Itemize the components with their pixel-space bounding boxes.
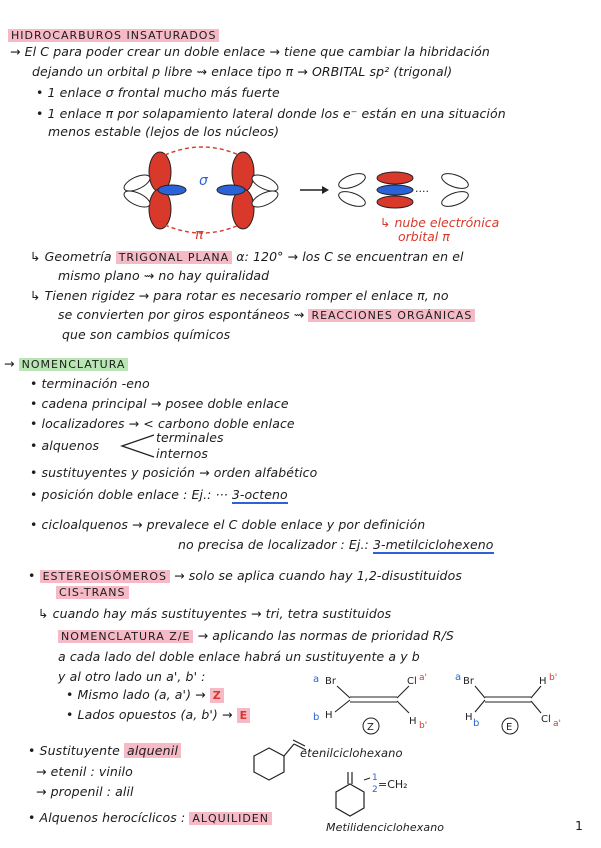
geometry-highlight: TRIGONAL PLANA — [116, 251, 232, 264]
estereo-line-5: y al otro lado un a', b' : — [58, 669, 206, 684]
intro-bullet-sigma: • 1 enlace σ frontal mucho más fuerte — [36, 85, 280, 100]
brace-icon — [118, 431, 158, 461]
svg-text:H: H — [539, 676, 547, 687]
rigidity-prefix: se convierten por giros espontáneos ⇝ — [58, 307, 305, 322]
ciclo-prefix: no precisa de localizador : Ej.: — [178, 537, 373, 552]
svg-text:a: a — [455, 672, 462, 683]
svg-text:H: H — [409, 716, 417, 727]
intro-bullet-pi: • 1 enlace π por solapamiento lateral donde los e⁻ están en una situación — [36, 106, 506, 121]
svg-text:H: H — [465, 712, 473, 723]
z-isomer-structure — [313, 673, 427, 734]
posicion-prefix: • posición doble enlace : Ej.: ··· — [30, 487, 232, 502]
p-orbital-left — [122, 152, 186, 229]
estereo-line-4: a cada lado del doble enlace habrá un sustituyente a y b — [58, 649, 420, 664]
p-orbital-right — [217, 152, 280, 229]
alquiliden-highlight: ALQUILIDEN — [189, 812, 272, 825]
geometry-rest: α: 120° → los C se encuentran en el — [236, 249, 464, 264]
svg-text:Z: Z — [367, 722, 374, 733]
svg-text:b': b' — [549, 673, 558, 683]
arrow-icon: → — [4, 356, 15, 371]
pi-bond-result — [337, 171, 470, 210]
alquenil-line — [28, 743, 181, 758]
svg-text:Cl: Cl — [407, 676, 417, 687]
e-tag: E — [237, 708, 251, 723]
nomen-item-2: • cadena principal → posee doble enlace — [30, 396, 289, 411]
metilidenciclohexano-label: Metilidenciclohexano — [326, 821, 445, 834]
nomenclatura-heading: NOMENCLATURA — [19, 358, 129, 371]
nomen-item-1: • terminación -eno — [30, 376, 150, 391]
cis-trans-heading: CIS-TRANS — [56, 586, 129, 599]
geometry-line-2: mismo plano ⇝ no hay quiralidad — [58, 268, 270, 283]
estereo-heading: ESTEREOISÓMEROS — [40, 570, 170, 583]
svg-text:Br: Br — [325, 676, 336, 687]
rigidity-line-2 — [58, 307, 475, 323]
svg-text:Br: Br — [463, 676, 474, 687]
ch2-label: =CH₂ — [378, 778, 408, 791]
z-line-text: • Mismo lado (a, a') → — [66, 687, 206, 702]
rigidity-line-3: que son cambios químicos — [62, 327, 231, 342]
carbon-1-label: 1 — [372, 773, 378, 783]
rigidity-highlight: REACCIONES ORGÁNICAS — [308, 309, 475, 322]
cis-trans-line — [56, 584, 129, 600]
nomenclatura-heading-line — [4, 356, 128, 372]
geometry-prefix: ↳ Geometría — [30, 249, 112, 264]
nomen-ze-rest: → aplicando las normas de prioridad R/S — [197, 628, 454, 643]
svg-text:a': a' — [553, 719, 561, 729]
ciclo-example: 3-metilciclohexeno — [372, 537, 494, 552]
intro-line-2: dejando un orbital p libre ⇝ enlace tipo π → ORBITAL sp² (trigonal) — [32, 64, 453, 79]
nomen-ze-line — [58, 628, 454, 644]
svg-text:H: H — [325, 710, 333, 721]
svg-text:b: b — [313, 712, 320, 723]
alquenos-internos: internos — [156, 446, 209, 461]
nomen-ze-highlight: NOMENCLATURA Z/E — [58, 630, 193, 643]
etenil-line: → etenil : vinilo — [36, 764, 133, 779]
svg-text:a: a — [313, 674, 320, 685]
intro-line-1: → El C para poder crear un doble enlace → tiene que cambiar la hibridación — [10, 44, 490, 59]
estereo-line-2: ↳ cuando hay más sustituyentes → tri, tetra sustituidos — [38, 606, 392, 621]
alquenil-prefix: • Sustituyente — [28, 743, 120, 758]
z-tag: Z — [210, 688, 224, 703]
heterociclicos-prefix: • Alquenos herocíclicos : — [28, 810, 186, 825]
sustituyentes-line: • sustituyentes y posición → orden alfabético — [30, 465, 318, 480]
page-number: 1 — [575, 818, 584, 833]
estereo-rest: → solo se aplica cuando hay 1,2-disustituidos — [174, 568, 462, 583]
posicion-line — [30, 487, 288, 502]
alquenil-highlight: alquenil — [124, 743, 181, 758]
intro-bullet-pi-cont: menos estable (lejos de los núcleos) — [48, 124, 280, 139]
ciclo-line-2 — [178, 537, 494, 552]
estereo-line-1 — [28, 568, 462, 584]
svg-text:b: b — [473, 718, 480, 729]
ze-structures — [305, 668, 595, 740]
svg-text:a': a' — [419, 673, 427, 683]
estereo-bullet: • — [28, 568, 36, 583]
nomen-item-3: • localizadores → < carbono doble enlace — [30, 416, 295, 431]
nube-label: ↳ nube electrónica — [380, 215, 500, 230]
carbon-2-label: 2 — [372, 785, 378, 795]
z-line — [66, 687, 224, 703]
posicion-example: 3-octeno — [231, 487, 288, 502]
title-highlight: HIDROCARBUROS INSATURADOS — [8, 29, 219, 42]
ciclo-line-1: • cicloalquenos → prevalece el C doble enlace y por definición — [30, 517, 426, 532]
etenilciclohexano-label: etenilciclohexano — [300, 746, 403, 760]
alquenos-label: • alquenos — [30, 438, 100, 453]
geometry-line-1 — [30, 249, 464, 265]
orbital-diagram — [115, 145, 555, 245]
svg-text:····: ···· — [415, 185, 429, 198]
page-title — [8, 27, 219, 43]
rigidity-line-1: ↳ Tienen rigidez → para rotar es necesario romper el enlace π, no — [30, 288, 449, 303]
propenil-line: → propenil : alil — [36, 784, 134, 799]
sigma-label: σ — [199, 173, 208, 189]
svg-text:Cl: Cl — [541, 714, 551, 725]
svg-text:E: E — [506, 722, 513, 733]
e-line-text: • Lados opuestos (a, b') → — [66, 707, 233, 722]
e-isomer-structure — [455, 672, 561, 734]
orbital-pi-label: orbital π — [398, 229, 450, 244]
pi-label: π — [195, 227, 204, 243]
e-line — [66, 707, 250, 723]
alquenos-terminales: terminales — [156, 430, 224, 445]
metilidenciclohexano-structure — [326, 770, 436, 820]
svg-text:b': b' — [419, 721, 428, 731]
heterociclicos-line — [28, 810, 272, 826]
